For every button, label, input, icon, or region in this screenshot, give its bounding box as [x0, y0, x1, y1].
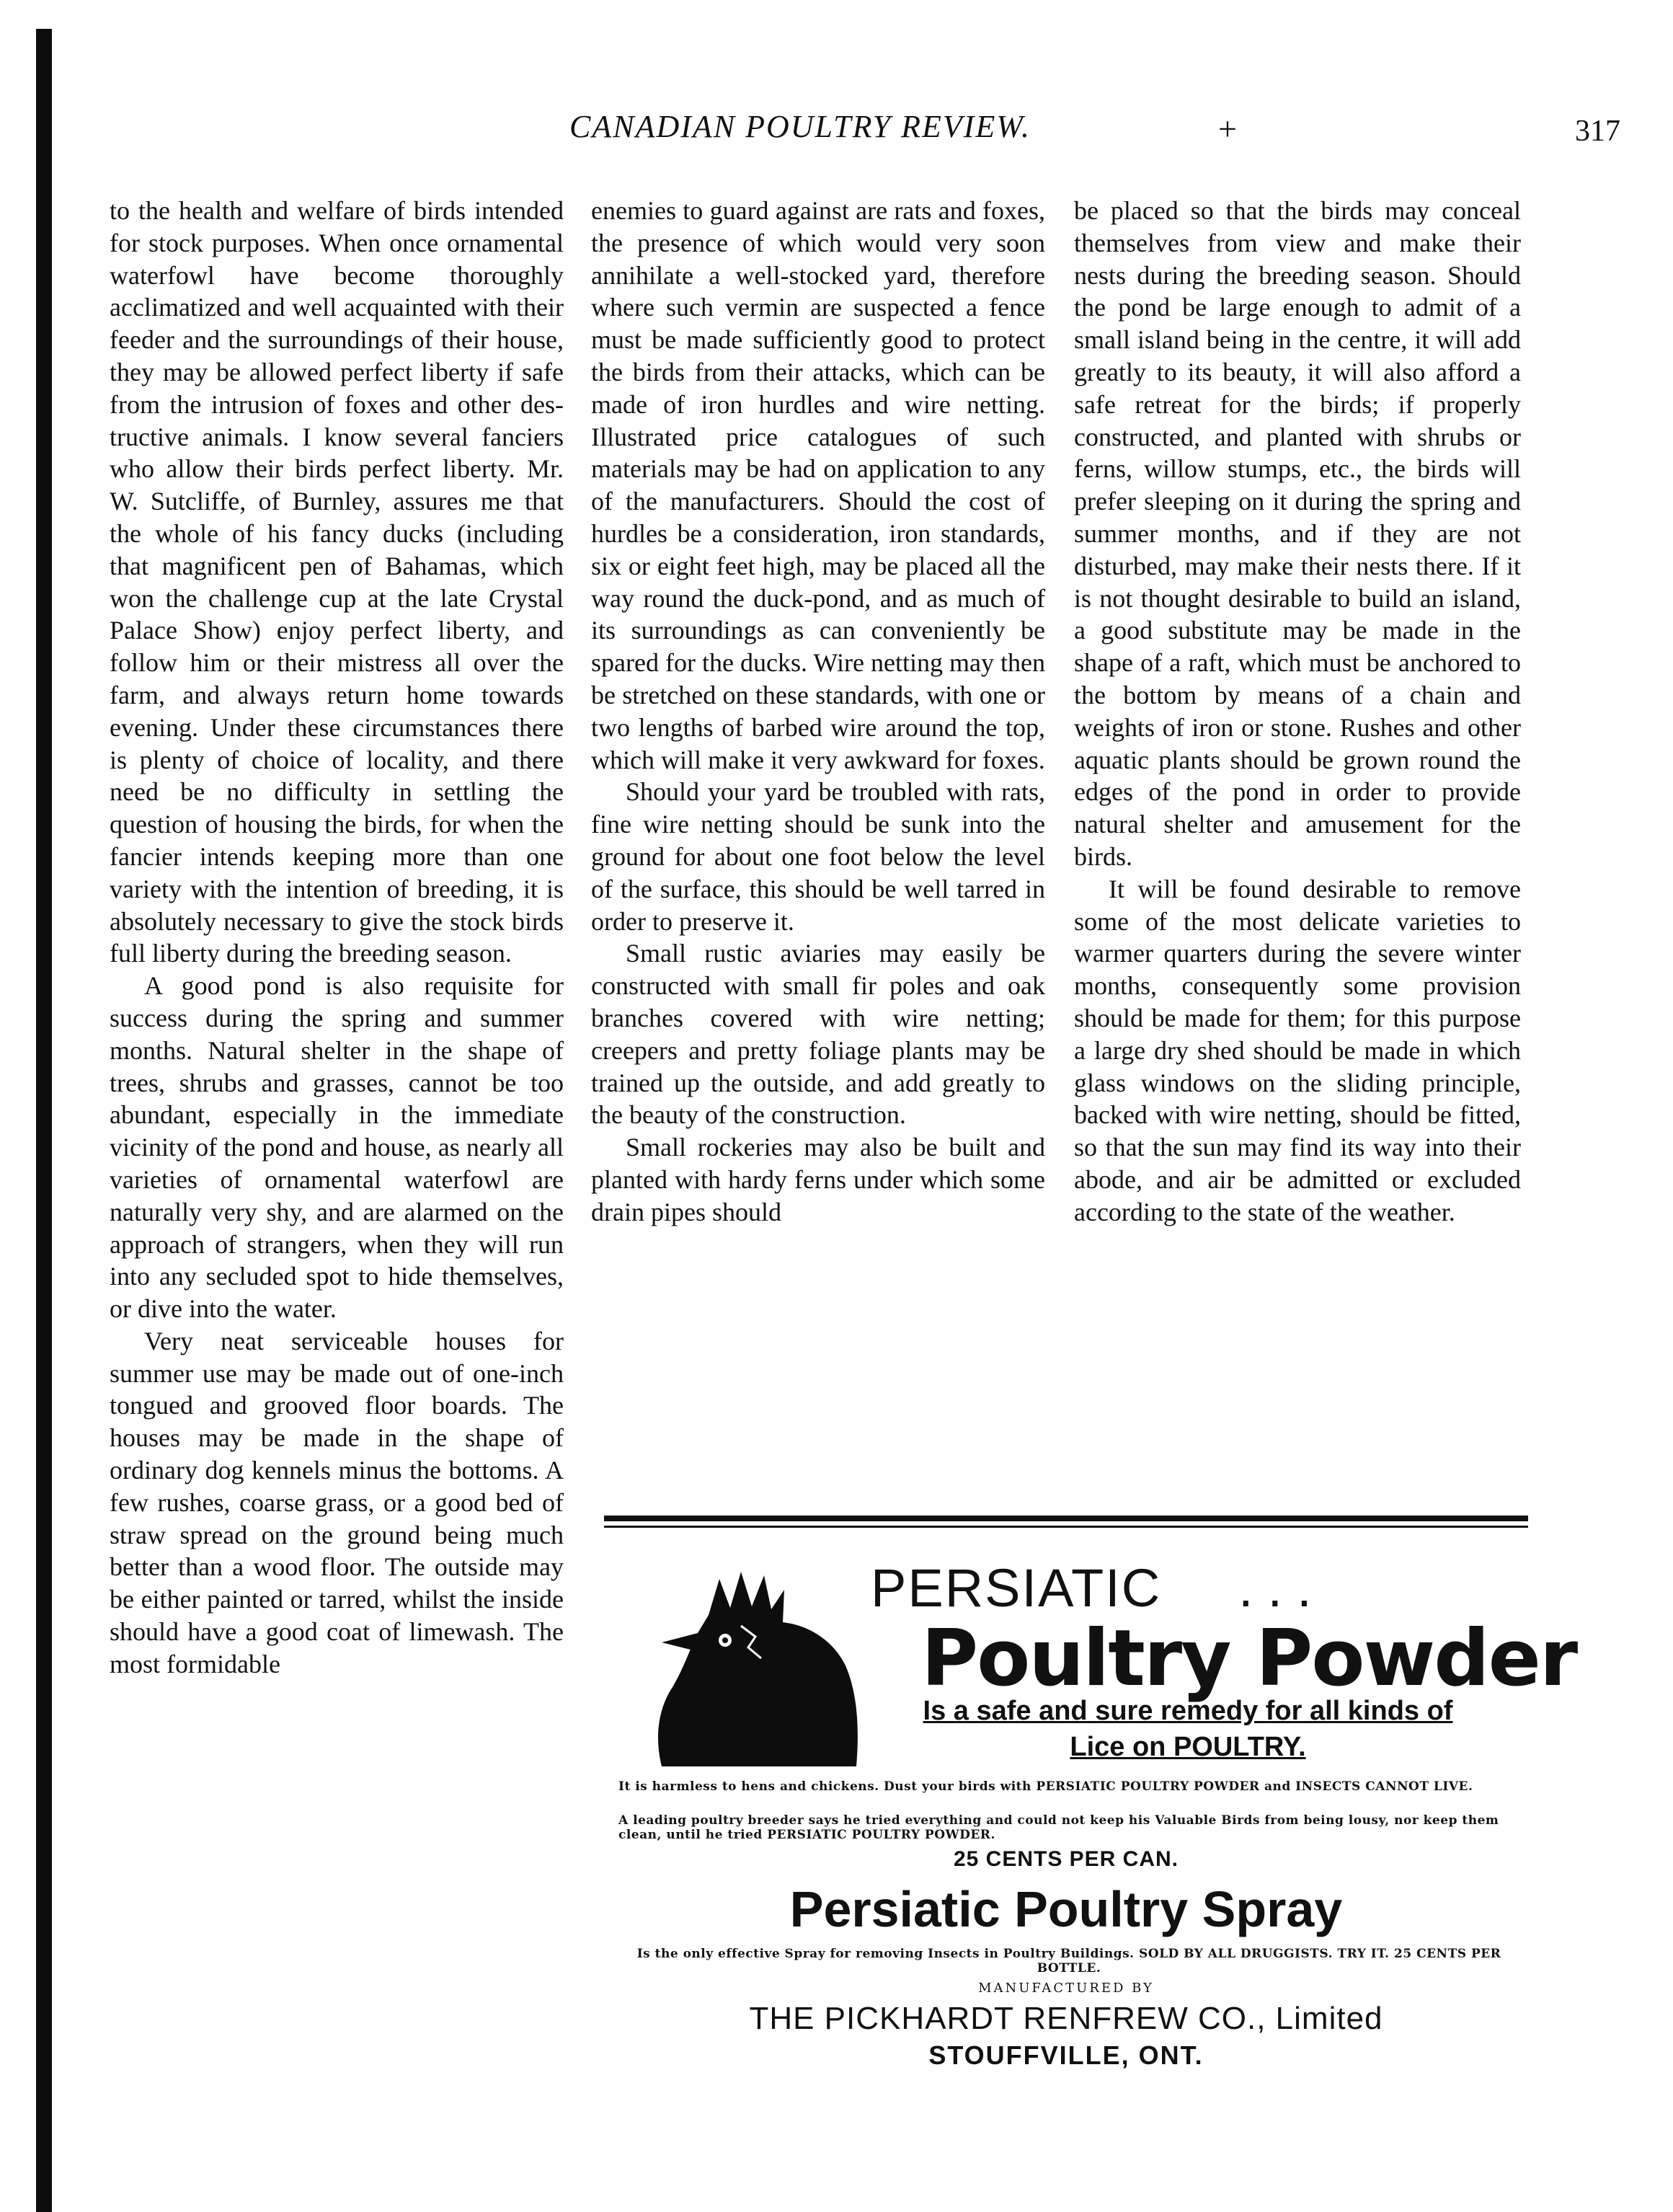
paragraph: Should your yard be troubled with rats, fine wire netting should be sunk into the ground for about one foot below the level of the surface, this should be well tarred in order to preserve it.: [591, 777, 1045, 936]
printers-mark: +: [1218, 110, 1237, 147]
ad-price: 25 CENTS PER CAN.: [953, 1847, 1179, 1871]
ad-spray-title: Persiatic Poultry Spray: [789, 1881, 1343, 1937]
ad-top-rule: [604, 1516, 1528, 1521]
ad-company-name: THE PICKHARDT RENFREW CO., Limited: [749, 2001, 1383, 2036]
paragraph: Small rustic aviaries may easily be constructed with small fir poles and oak branches covered with wire netting; creepers and pretty foliage plants may be trained up the outside, and add greatly to the beauty of the construction.: [591, 939, 1045, 1130]
text-column-1: [110, 195, 564, 2040]
ad-manufactured-by: MANUFACTURED BY: [978, 1981, 1154, 1996]
ad-fine-print-2: A leading poultry breeder says he tried everything and could not keep his Valuable Birds from being lousy, nor keep them clean, until he tried PERSIATIC POULTRY POWDER.: [618, 1813, 1499, 1842]
ad-top-rule-thin: [604, 1526, 1528, 1528]
paragraph: enemies to guard against are rats and foxes, the presence of which would very soon annihilate a well-stocked yard, therefore where such vermin are suspected a fence must be made sufficiently good to protect the birds from their attacks, which can be made of iron hurdles and wire netting. Illustrated price catalogues of such materials may be had on application to any of the manufacturers. Should the cost of hurdles be a consideration, iron standards, six or eight feet high, may be placed all the way round the duck-pond, and as much of its surroundings as can conveniently be spared for the ducks. Wire netting may then be stretched on these standards, with one or two lengths of barbed wire around the top, which will make it very awkward for foxes.: [591, 196, 1045, 774]
paragraph: be placed so that the birds may conceal themselves from view and make their nests during the breeding season. Should the pond be large enough to admit of a small island being in the centre, it will add greatly to its beauty, it will also afford a safe retreat for the birds; if properly constructed, and planted with shrubs or ferns, willow stumps, etc., the birds will prefer sleeping on it during the spring and summer months, and if they are not disturbed, may make their nests there. If it is not thought desirable to build an island, a good substitute may be made in the shape of a raft, which must be anchored to the bottom by means of a chain and weights of iron or stone. Rushes and other aquatic plants should be grown round the edges of the pond in order to provide natural shelter and amusement for the birds.: [1074, 196, 1521, 871]
ad-company-city: STOUFFVILLE, ONT.: [928, 2040, 1204, 2070]
ad-product-name: Poultry Powder: [921, 1614, 1577, 1704]
ad-dots: ...: [1238, 1558, 1326, 1618]
binding-edge-bar: [36, 29, 52, 2212]
paragraph: It will be found desirable to remove some of the most delicate varieties to warmer quarters during the severe winter months, consequently some provision should be made for them; for this purpose a large dry shed should be made in which glass windows on the sliding principle, backed with wire netting, should be fitted, so that the sun may find its way into their abode, and air be admitted or excluded according to the state of the weather.: [1074, 874, 1521, 1226]
paragraph: to the health and welfare of birds intended for stock purposes. When once ornamental waterfowl have become thoroughly acclimatized and well acquainted with their feeder and the surroundings of their house, they may be allowed perfect liberty if safe from the intrusion of foxes and other destructive animals. I know several fanciers who allow their birds perfect liberty. Mr. W. Sutcliffe, of Burnley, assures me that the whole of his fancy ducks (including that magnificent pen of Bahamas, which won the challenge cup at the late Crystal Palace Show) enjoy perfect liberty, and follow him or their mistress all over the farm, and always return home towards evening. Under these circumstances there is plenty of choice of locality, and there need be no difficulty in settling the question of housing the birds, for when the fancier intends keeping more than one variety with the intention of breeding, it is absolutely necessary to give the stock birds full liberty during the breeding season.: [110, 196, 564, 968]
text-column-3: [1074, 195, 1521, 1485]
paragraph: Small rockeries may also be built and planted with hardy ferns under which some drain pipes should: [591, 1133, 1045, 1226]
running-title: CANADIAN POULTRY REVIEW.: [569, 109, 1031, 144]
paragraph: Very neat serviceable houses for summer use may be made out of one-inch tongued and grooved floor boards. The houses may be made in the shape of ordinary dog kennels minus the bottoms. A few rushes, coarse grass, or a good bed of straw spread on the ground being much better than a wood floor. The outside may be either painted or tarred, whilst the inside should have a good coat of limewash. The most formidable: [110, 1326, 564, 1678]
ad-tagline-line1: Is a safe and sure remedy for all kinds of: [923, 1696, 1453, 1726]
ad-brand: PERSIATIC: [871, 1558, 1162, 1618]
page-header: [0, 108, 1673, 151]
advertisement: [604, 1536, 1577, 2070]
rooster-head-icon: [640, 1557, 878, 1774]
ad-tagline-line2: Lice on POULTRY.: [1070, 1732, 1306, 1762]
ad-fine-print-1: It is harmless to hens and chickens. Dust your birds with PERSIATIC POULTRY POWDER and INSECTS CANNOT LIVE.: [618, 1779, 1473, 1794]
page-number: 317: [1575, 115, 1620, 148]
paragraph: A good pond is also requisite for success during the spring and summer months. Natural shelter in the shape of trees, shrubs and grasses, cannot be too abundant, especially in the immediate vicinity of the pond and house, as nearly all varieties of ornamental waterfowl are naturally very shy, and are alarmed on the approach of strangers, when they will run into any secluded spot to hide themselves, or dive into the water.: [110, 971, 564, 1324]
ad-spray-note: Is the only effective Spray for removing Insects in Poultry Buildings. SOLD BY ALL DRUGGISTS. TRY IT. 25 CENTS PER BOTTLE.: [636, 1947, 1501, 1976]
